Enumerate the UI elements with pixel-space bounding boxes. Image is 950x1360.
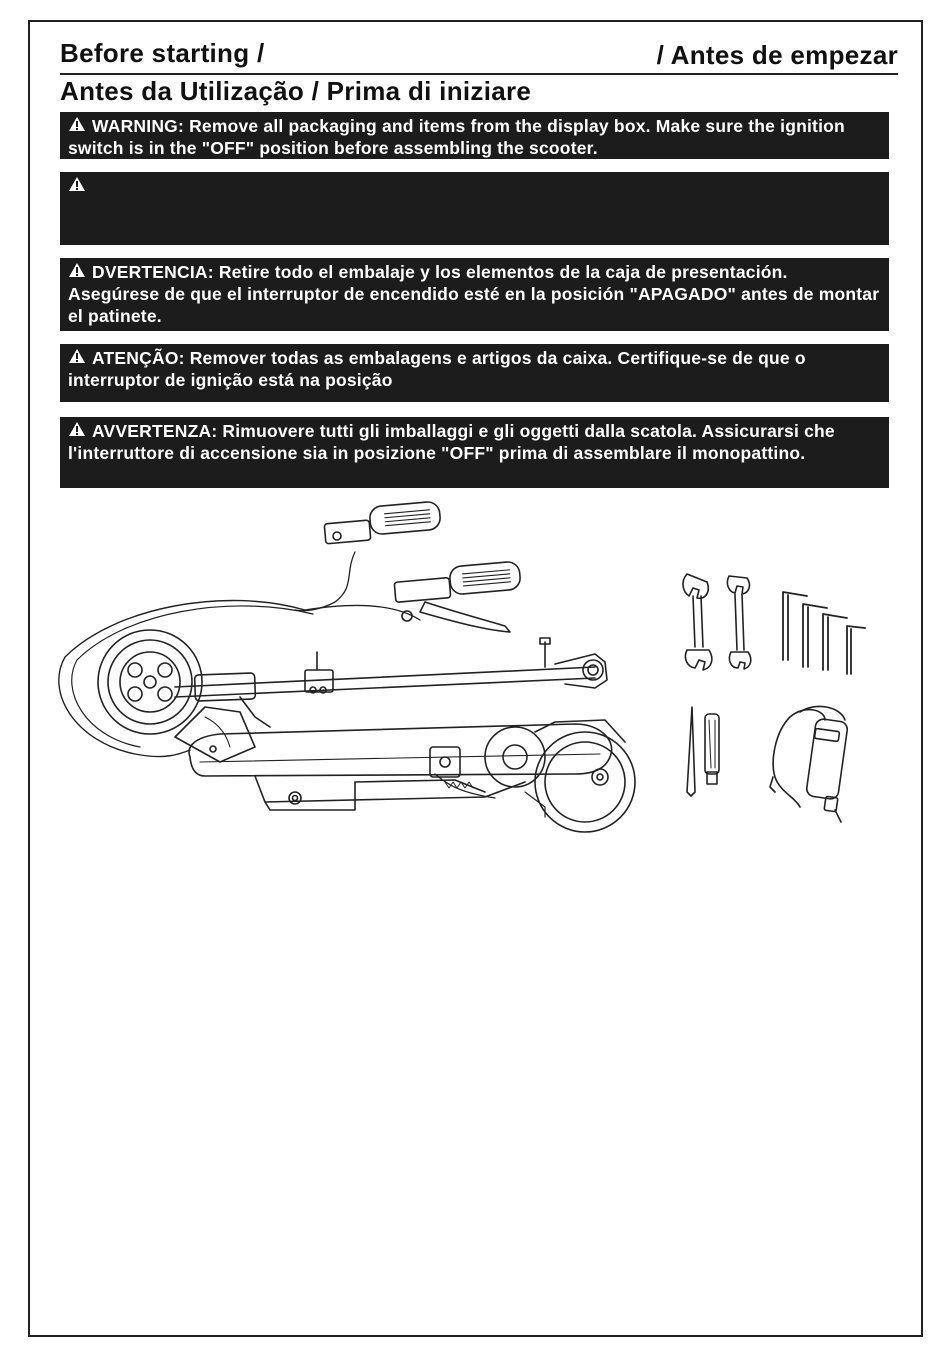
warning-text: AVVERTENZA: Rimuovere tutti gli imballaggi e gli oggetti dalla scatola. Assicurarsi che l'interruttore di accensione sia in posizione "OFF" prima di assemblare il monopattino. xyxy=(68,421,835,463)
warning-triangle-icon xyxy=(68,347,86,369)
hex-key-icon xyxy=(783,592,865,674)
warning-english xyxy=(60,112,889,159)
warning-italian xyxy=(60,417,889,488)
warning-portuguese xyxy=(60,344,889,402)
wrench-icon xyxy=(727,576,750,669)
folded-scooter-illustration xyxy=(59,501,635,832)
title-divider xyxy=(60,73,898,75)
warning-text: DVERTENCIA: Retire todo el embalaje y los elementos de la caja de presentación. Asegúrese de que el interruptor de encendido esté en la posición "APAGADO" antes de montar el patinete. xyxy=(68,262,880,326)
battery-charger-icon xyxy=(770,706,848,822)
tire-valve-tool-icon xyxy=(687,707,719,796)
box-contents-illustration xyxy=(55,492,895,852)
title-english: Before starting / xyxy=(60,38,265,68)
warning-triangle-icon xyxy=(68,420,86,442)
warning-text: ATENÇÃO: Remover todas as embalagens e artigos da caixa. Certifique-se de que o interruptor de ignição está na posição xyxy=(68,348,806,390)
warning-text: WARNING: Remove all packaging and items from the display box. Make sure the ignition switch is in the "OFF" position before assembling the scooter. xyxy=(68,116,845,158)
title-spanish: / Antes de empezar xyxy=(656,40,898,70)
title-portuguese-italian: Antes da Utilização / Prima di iniziare xyxy=(60,76,532,106)
warning-triangle-icon xyxy=(68,115,86,137)
warning-triangle-icon xyxy=(68,261,86,283)
wrench-icon xyxy=(683,574,712,670)
warning-triangle-icon xyxy=(68,175,86,197)
warning-spanish xyxy=(60,258,889,331)
warning-blank xyxy=(60,172,889,245)
page-title xyxy=(60,38,898,74)
